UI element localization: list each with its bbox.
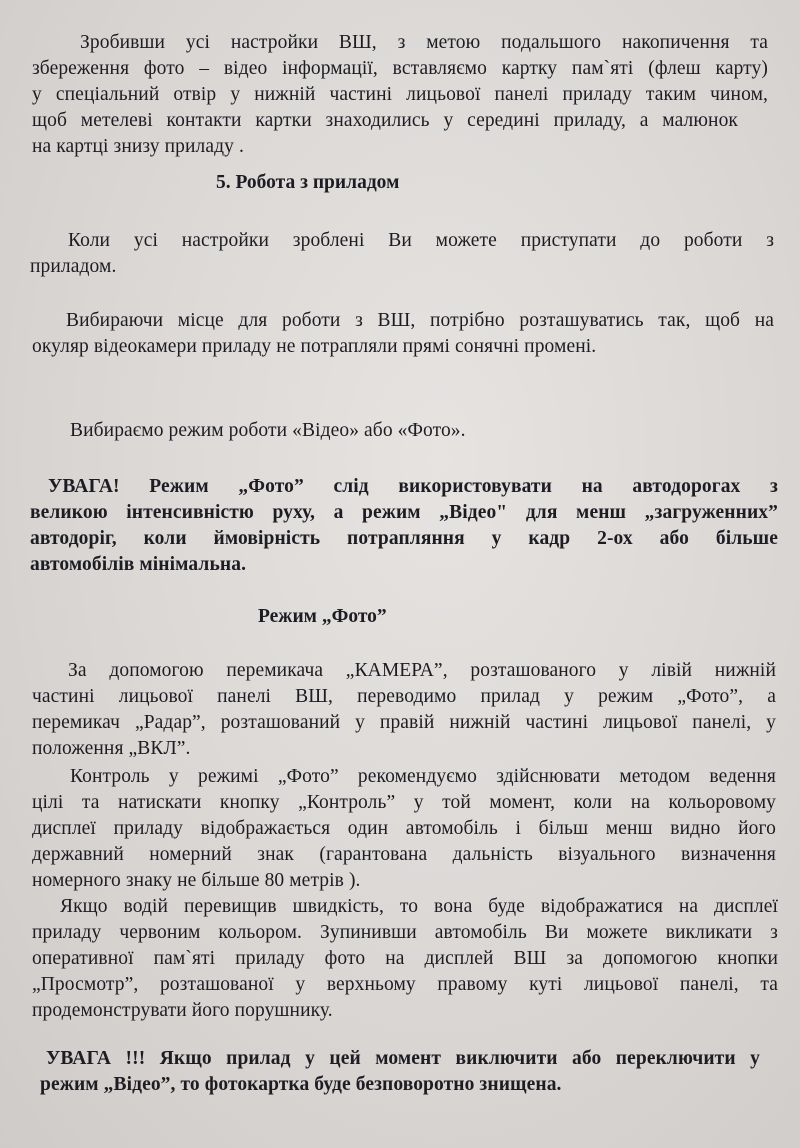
text-line: автомобілів мінімальна.	[30, 554, 247, 575]
text-line: окуляр відеокамери приладу не потрапляли прямі сонячні промені.	[32, 336, 597, 357]
text-line: УВАГА !!! Якщо прилад у цей момент виключити або переключити у	[46, 1048, 760, 1069]
text-line: дисплеї приладу відображається один автомобіль і більш менш видно його	[32, 818, 776, 839]
text-line: автодоріг, коли ймовірність потрапляння у кадр 2-ох або більше	[30, 528, 778, 549]
paragraph-start-work	[30, 228, 774, 280]
text-line: приладу червоним кольором. Зупинивши автомобіль Ви можете викликати з	[32, 922, 778, 943]
text-line: номерного знаку не більше 80 метрів ).	[32, 870, 361, 891]
paragraph-memory-card	[32, 30, 768, 160]
text-line: щоб метелеві контакти картки знаходились у середині приладу, а малюнок	[32, 110, 738, 131]
text-line: Вибираючи місце для роботи з ВШ, потрібно розташуватись так, щоб на	[66, 310, 774, 331]
paragraph-mode-select	[70, 418, 570, 444]
warning-photo-loss	[40, 1046, 760, 1098]
text-line: положення „ВКЛ”.	[32, 738, 191, 759]
text-line: оперативної пам`яті приладу фото на дисплей ВШ за допомогою кнопки	[32, 948, 778, 969]
text-line: великою інтенсивністю руху, а режим „Відео" для менш „загруженних”	[30, 502, 778, 523]
text-line: продемонструвати його порушнику.	[32, 1000, 333, 1021]
text-line: збереження фото – відео інформації, вставляємо картку пам`яті (флеш карту)	[32, 58, 768, 79]
text-line: Якщо водій перевищив швидкість, то вона буде відображатися на дисплеї	[60, 896, 778, 917]
text-line: частині лицьової панелі ВШ, переводимо прилад у режим „Фото”, а	[32, 686, 776, 707]
text-line: Зробивши усі настройки ВШ, з метою подальшого накопичення та	[80, 32, 768, 53]
text-line: у спеціальний отвір у нижній частині лицьової панелі приладу таким чином,	[32, 84, 768, 105]
section-heading: 5. Робота з приладом	[216, 172, 400, 193]
text-line: „Просмотр”, розташованої у верхньому правому куті лицьової панелі, та	[32, 974, 778, 995]
text-line: Вибираємо режим роботи «Відео» або «Фото».	[70, 420, 466, 441]
text-line: За допомогою перемикача „КАМЕРА”, розташованого у лівій нижній	[68, 660, 776, 681]
text-line: УВАГА! Режим „Фото” слід використовувати на автодорогах з	[48, 476, 778, 497]
subheading-photo-mode: Режим „Фото”	[258, 606, 387, 627]
paragraph-camera-switch	[32, 658, 776, 762]
text-line: цілі та натискати кнопку „Контроль” у той момент, коли на кольоровому	[32, 792, 776, 813]
text-line: Контроль у режимі „Фото” рекомендуємо здійснювати методом ведення	[70, 766, 776, 787]
text-line: на картці знизу приладу .	[32, 136, 244, 157]
paragraph-speed-display	[32, 894, 778, 1024]
paragraph-control-method	[32, 764, 776, 894]
paragraph-placement	[32, 308, 774, 360]
warning-mode-usage	[30, 474, 778, 578]
text-line: режим „Відео”, то фотокартка буде безповоротно знищена.	[40, 1074, 562, 1095]
text-line: Коли усі настройки зроблені Ви можете приступати до роботи з	[68, 230, 774, 251]
text-line: державний номерний знак (гарантована дальність візуального визначення	[32, 844, 776, 865]
text-line: приладом.	[30, 256, 117, 277]
text-line: перемикач „Радар”, розташований у правій нижній частині лицьової панелі, у	[32, 712, 776, 733]
